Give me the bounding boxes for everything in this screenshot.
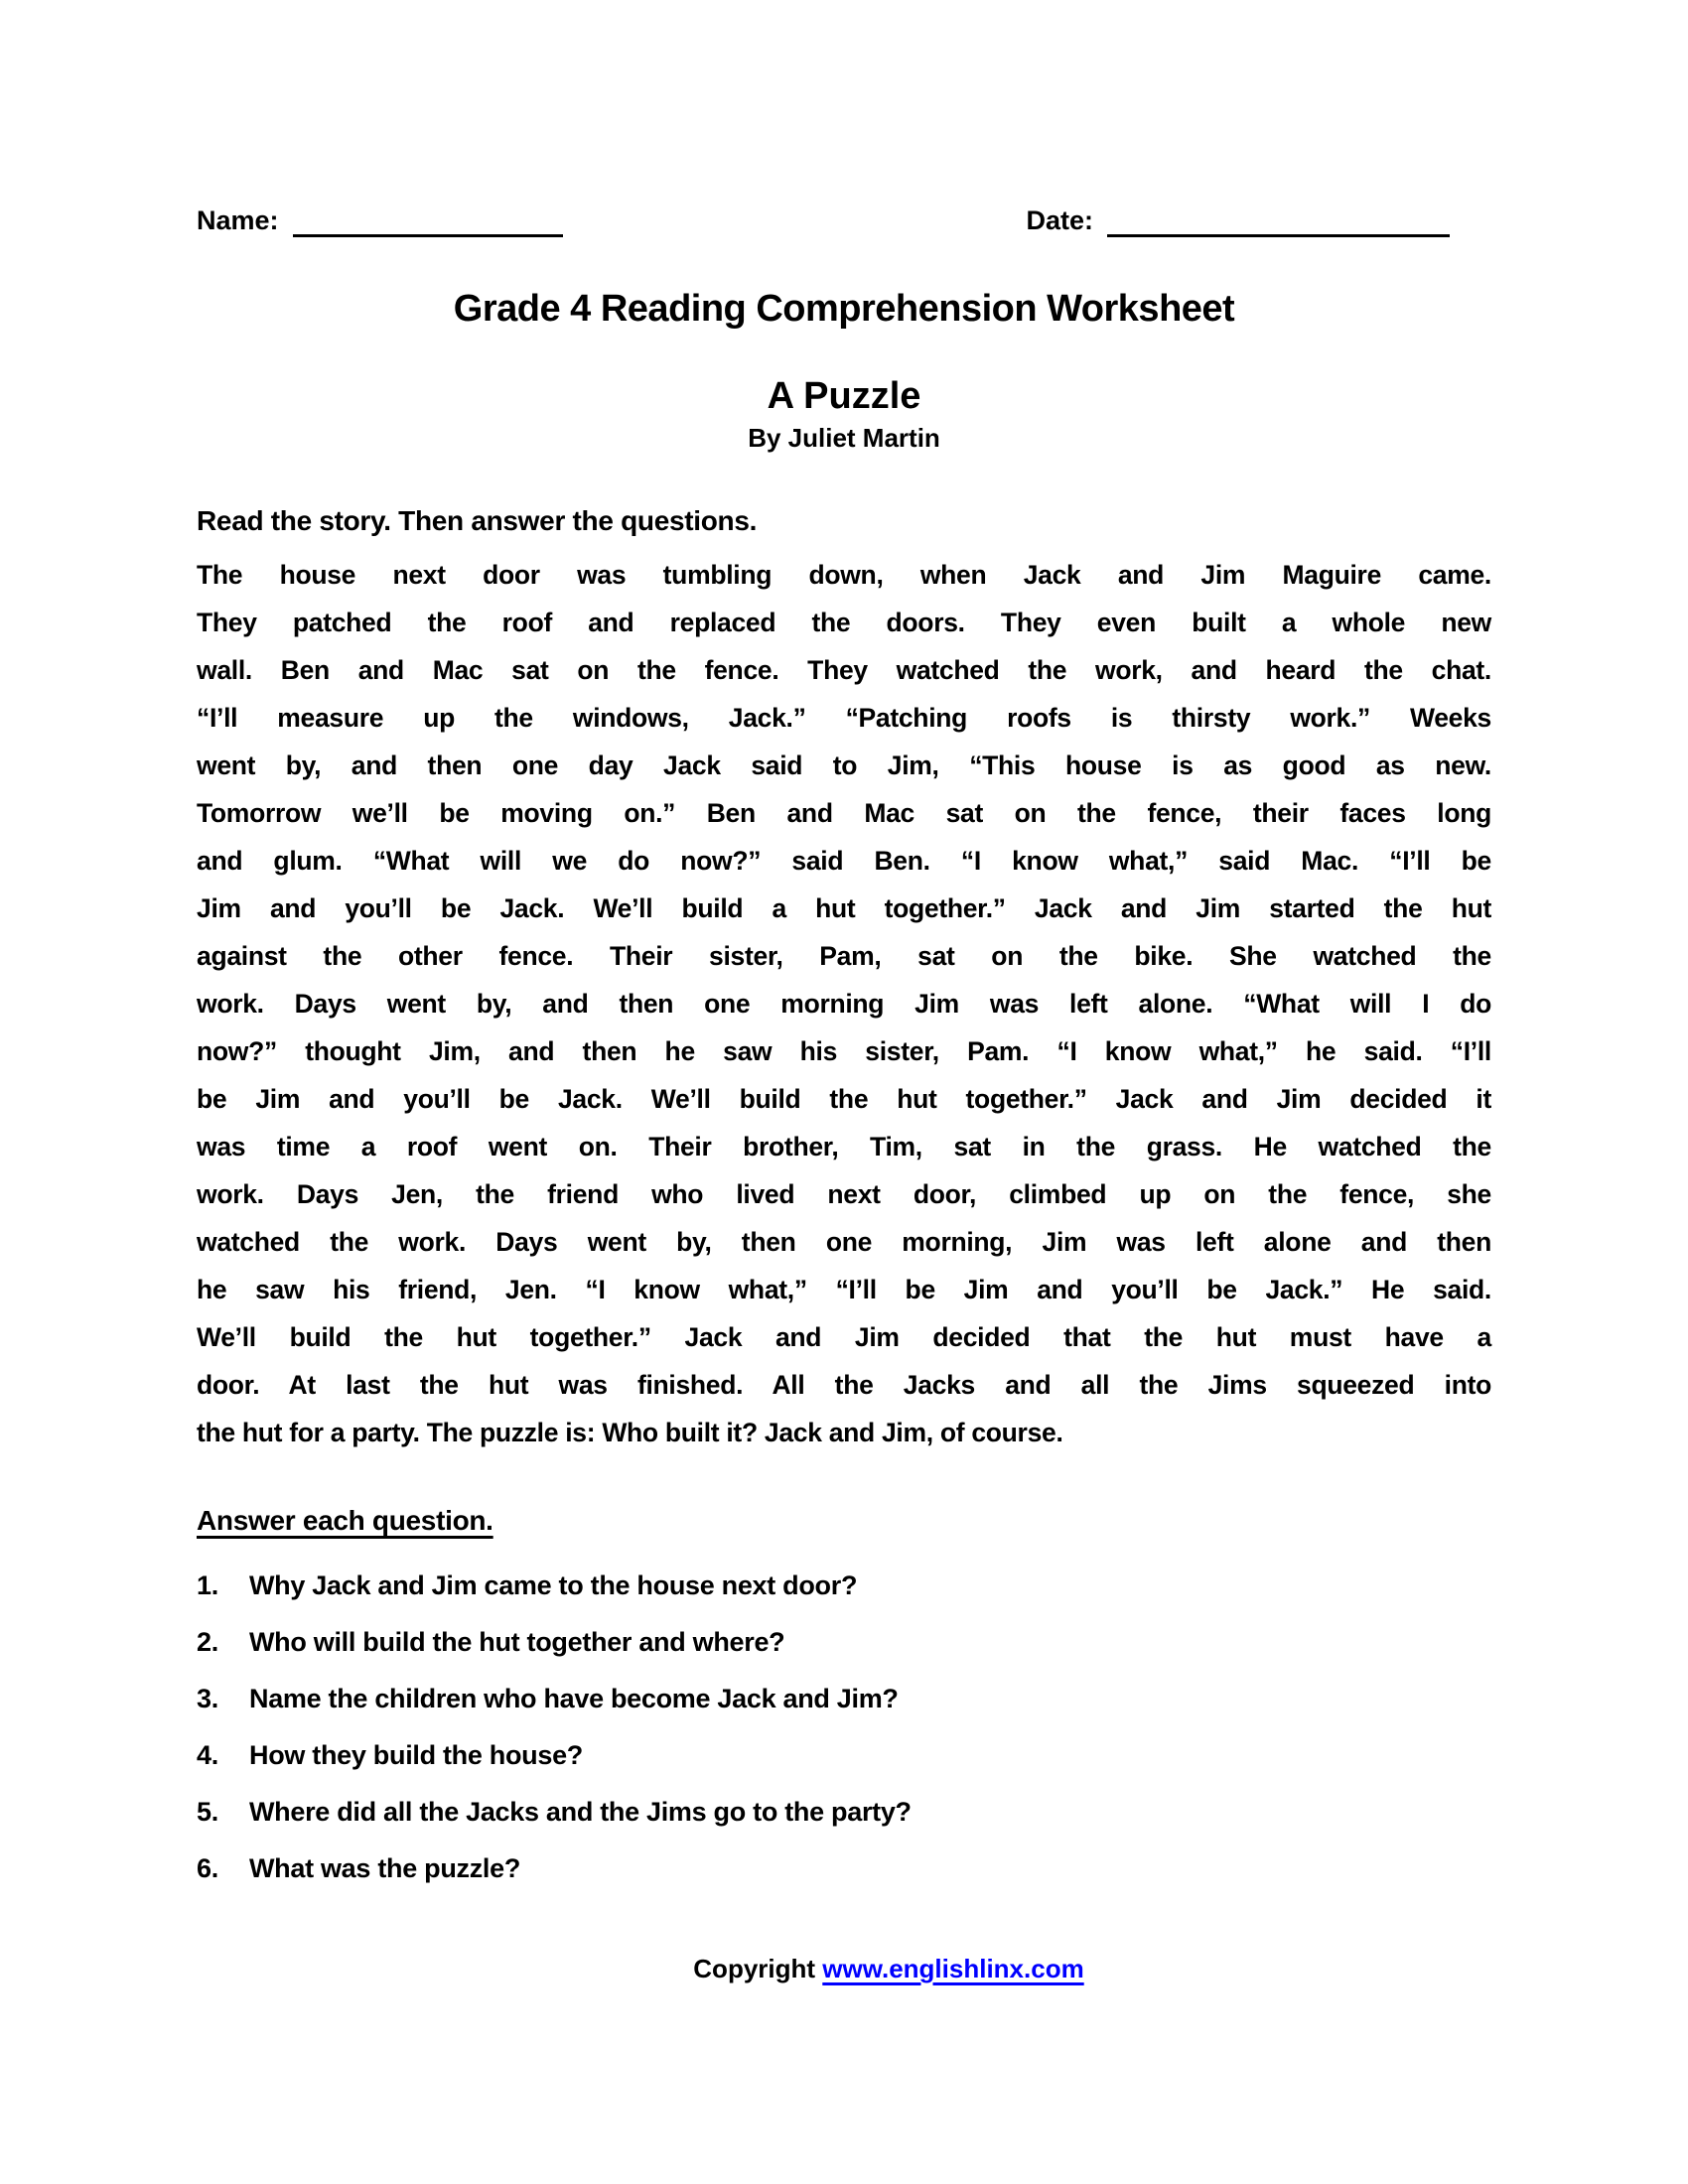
story-title: A Puzzle xyxy=(767,375,921,417)
name-label: Name: xyxy=(197,205,279,235)
question-text: How they build the house? xyxy=(249,1740,583,1770)
question-number: 1. xyxy=(197,1570,218,1600)
question-text: Where did all the Jacks and the Jims go to the party? xyxy=(249,1797,912,1827)
question-item xyxy=(197,1614,1491,1671)
englishlinx-link[interactable]: www.englishlinx.com xyxy=(822,1954,1084,1983)
story-line: Tomorrow we’ll be moving on.” Ben and Mac sat on the fence, their faces long xyxy=(197,798,1491,828)
question-number: 5. xyxy=(197,1797,218,1827)
date-write-line xyxy=(1107,205,1450,237)
instructions-text: Read the story. Then answer the questions. xyxy=(197,505,758,536)
story-line: Jim and you’ll be Jack. We’ll build a hut together.” Jack and Jim started the hut xyxy=(197,893,1491,923)
story-byline: By Juliet Martin xyxy=(748,423,940,453)
questions-heading xyxy=(197,1502,1491,1540)
question-number: 6. xyxy=(197,1853,218,1883)
name-field-group xyxy=(197,204,563,237)
question-text: Why Jack and Jim came to the house next door? xyxy=(249,1570,858,1600)
questions-list xyxy=(197,1558,1491,1897)
question-number: 4. xyxy=(197,1740,218,1770)
question-item xyxy=(197,1671,1491,1727)
story-line: work. Days went by, and then one morning Jim was left alone. “What will I do xyxy=(197,989,1491,1019)
question-text: Name the children who have become Jack and Jim? xyxy=(249,1684,899,1713)
footer xyxy=(197,1953,1491,1984)
story-line: went by, and then one day Jack said to Jim, “This house is as good as new. xyxy=(197,751,1491,780)
story-line: watched the work. Days went by, then one morning, Jim was left alone and then xyxy=(197,1227,1491,1257)
question-item xyxy=(197,1784,1491,1841)
story-line: wall. Ben and Mac sat on the fence. They watched the work, and heard the chat. xyxy=(197,655,1491,685)
story-line: They patched the roof and replaced the doors. They even built a whole new xyxy=(197,608,1491,637)
story-line: against the other fence. Their sister, Pam, sat on the bike. She watched the xyxy=(197,941,1491,971)
page-title: Grade 4 Reading Comprehension Worksheet xyxy=(453,288,1235,330)
story-line: door. At last the hut was finished. All the Jacks and all the Jims squeezed into xyxy=(197,1370,1491,1400)
question-text: What was the puzzle? xyxy=(249,1853,521,1883)
questions-heading-text: Answer each question. xyxy=(197,1505,493,1536)
question-number: 2. xyxy=(197,1627,218,1657)
date-label: Date: xyxy=(1026,205,1093,235)
story-line: the hut for a party. The puzzle is: Who built it? Jack and Jim, of course. xyxy=(197,1418,1063,1447)
date-field-group xyxy=(1026,204,1450,237)
name-write-line xyxy=(293,205,563,237)
story-line: be Jim and you’ll be Jack. We’ll build the hut together.” Jack and Jim decided it xyxy=(197,1084,1491,1114)
question-text: Who will build the hut together and where? xyxy=(249,1627,785,1657)
story-line: he saw his friend, Jen. “I know what,” “I’ll be Jim and you’ll be Jack.” He said. xyxy=(197,1275,1491,1304)
question-number: 3. xyxy=(197,1684,218,1713)
copyright-label: Copyright xyxy=(693,1954,816,1983)
name-date-row xyxy=(197,204,1491,237)
story-line: was time a roof went on. Their brother, Tim, sat in the grass. He watched the xyxy=(197,1132,1491,1161)
question-item xyxy=(197,1727,1491,1784)
story-paragraph xyxy=(197,551,1491,1456)
story-line: and glum. “What will we do now?” said Ben. “I know what,” said Mac. “I’ll be xyxy=(197,846,1491,876)
story-line: The house next door was tumbling down, when Jack and Jim Maguire came. xyxy=(197,560,1491,590)
story-line: now?” thought Jim, and then he saw his sister, Pam. “I know what,” he said. “I’ll xyxy=(197,1036,1491,1066)
story-line: work. Days Jen, the friend who lived next door, climbed up on the fence, she xyxy=(197,1179,1491,1209)
story-line: We’ll build the hut together.” Jack and Jim decided that the hut must have a xyxy=(197,1322,1491,1352)
story-line: “I’ll measure up the windows, Jack.” “Patching roofs is thirsty work.” Weeks xyxy=(197,703,1491,733)
question-item xyxy=(197,1841,1491,1897)
question-item xyxy=(197,1558,1491,1614)
